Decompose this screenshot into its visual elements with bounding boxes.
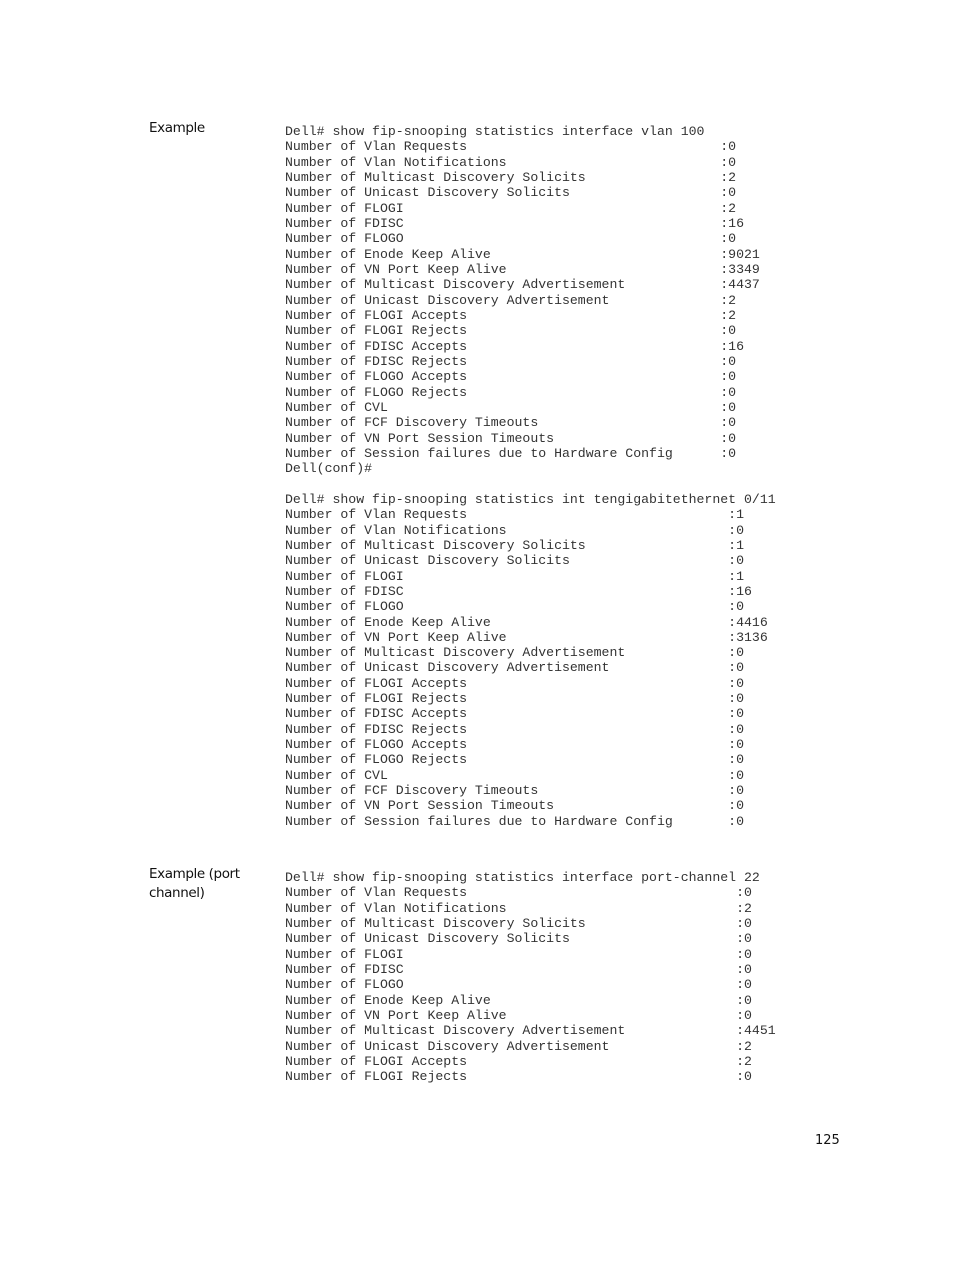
- stat-line: Number of FDISC Accepts :16: [285, 338, 744, 354]
- stat-line: Number of Multicast Discovery Advertisement :4437: [285, 277, 760, 293]
- command-line: Dell# show fip-snooping statistics interface port-channel 22: [285, 870, 760, 885]
- stat-line: Number of FLOGI Rejects :0: [285, 323, 737, 339]
- stat-line: Number of Multicast Discovery Solicits :1: [285, 537, 744, 553]
- stat-line: Number of Vlan Notifications :2: [285, 900, 752, 916]
- stat-line: Number of FLOGI Accepts :2: [285, 1053, 752, 1069]
- stat-line: Number of VN Port Keep Alive :3136: [285, 629, 768, 645]
- stat-line: Number of Unicast Discovery Advertisement :2: [285, 292, 737, 308]
- stat-line: Number of Multicast Discovery Advertisement :4451: [285, 1023, 776, 1039]
- stat-line: Number of FCF Discovery Timeouts :0: [285, 783, 744, 799]
- stat-line: Number of FDISC :16: [285, 583, 752, 599]
- stat-line: Number of Vlan Notifications :0: [285, 154, 737, 170]
- stat-line: Number of FLOGO Accepts :0: [285, 737, 744, 753]
- stat-line: Number of Unicast Discovery Advertisement :0: [285, 660, 744, 676]
- stat-line: Number of FDISC Accepts :0: [285, 706, 744, 722]
- stat-line: Number of FLOGO :0: [285, 599, 744, 615]
- stat-line: Number of FLOGO Rejects :0: [285, 752, 744, 768]
- stat-line: Number of Multicast Discovery Solicits :2: [285, 169, 737, 185]
- command-line: Dell# show fip-snooping statistics interface vlan 100: [285, 124, 705, 139]
- blank-line: [285, 477, 776, 492]
- stat-line: Number of Multicast Discovery Solicits :0: [285, 915, 752, 931]
- stat-line: Number of CVL :0: [285, 399, 737, 415]
- stat-line: Number of Enode Keep Alive :9021: [285, 246, 760, 262]
- stat-line: Number of VN Port Keep Alive :3349: [285, 261, 760, 277]
- stat-line: Number of Enode Keep Alive :4416: [285, 614, 768, 630]
- stat-line: Number of FDISC :16: [285, 215, 744, 231]
- code-block-example-port-channel: [285, 870, 776, 1085]
- stat-line: Number of FDISC Rejects :0: [285, 721, 744, 737]
- stat-line: Number of Vlan Notifications :0: [285, 522, 744, 538]
- command-line: Dell# show fip-snooping statistics int tengigabitethernet 0/11: [285, 491, 776, 507]
- stat-line: Number of FLOGI :1: [285, 568, 744, 584]
- stat-line: Number of FLOGI Accepts :0: [285, 675, 744, 691]
- stat-line: Number of Enode Keep Alive :0: [285, 992, 752, 1008]
- stat-line: Number of Unicast Discovery Advertisement :2: [285, 1038, 752, 1054]
- stat-line: Number of FDISC :0: [285, 961, 752, 977]
- stat-line: Number of FLOGO Accepts :0: [285, 369, 737, 385]
- section-label-example: Example: [149, 120, 205, 136]
- stat-line: Number of FLOGI Rejects :0: [285, 691, 744, 707]
- stat-line: Number of Unicast Discovery Solicits :0: [285, 931, 752, 947]
- stat-line: Number of FLOGI :0: [285, 946, 752, 962]
- stat-line: Number of Unicast Discovery Solicits :0: [285, 185, 737, 201]
- stat-line: Number of Vlan Requests :0: [285, 139, 737, 155]
- stat-line: Number of FLOGI Rejects :0: [285, 1069, 752, 1085]
- stat-line: Number of FDISC Rejects :0: [285, 353, 737, 369]
- stat-line: Number of Multicast Discovery Advertisement :0: [285, 645, 744, 661]
- stat-line: Number of FLOGI Accepts :2: [285, 307, 737, 323]
- prompt-line: Dell(conf)#: [285, 461, 373, 477]
- stat-line: Number of Unicast Discovery Solicits :0: [285, 553, 744, 569]
- stat-line: Number of VN Port Session Timeouts :0: [285, 798, 744, 814]
- stat-line: Number of Session failures due to Hardware Config :0: [285, 445, 737, 461]
- stat-line: Number of FCF Discovery Timeouts :0: [285, 415, 737, 431]
- stat-line: Number of VN Port Session Timeouts :0: [285, 430, 737, 446]
- stat-line: Number of VN Port Keep Alive :0: [285, 1007, 752, 1023]
- stat-line: Number of Session failures due to Hardware Config :0: [285, 813, 744, 829]
- stat-line: Number of Vlan Requests :1: [285, 507, 744, 523]
- stat-line: Number of FLOGO :0: [285, 977, 752, 993]
- stat-line: Number of FLOGO :0: [285, 231, 737, 247]
- stat-line: Number of Vlan Requests :0: [285, 885, 752, 901]
- page-number: 125: [815, 1133, 840, 1148]
- stat-line: Number of FLOGI :2: [285, 200, 737, 216]
- section-label-example-port-channel: Example (port channel): [149, 866, 240, 901]
- stat-line: Number of FLOGO Rejects :0: [285, 384, 737, 400]
- stat-line: Number of CVL :0: [285, 767, 744, 783]
- code-block-example: [285, 124, 776, 829]
